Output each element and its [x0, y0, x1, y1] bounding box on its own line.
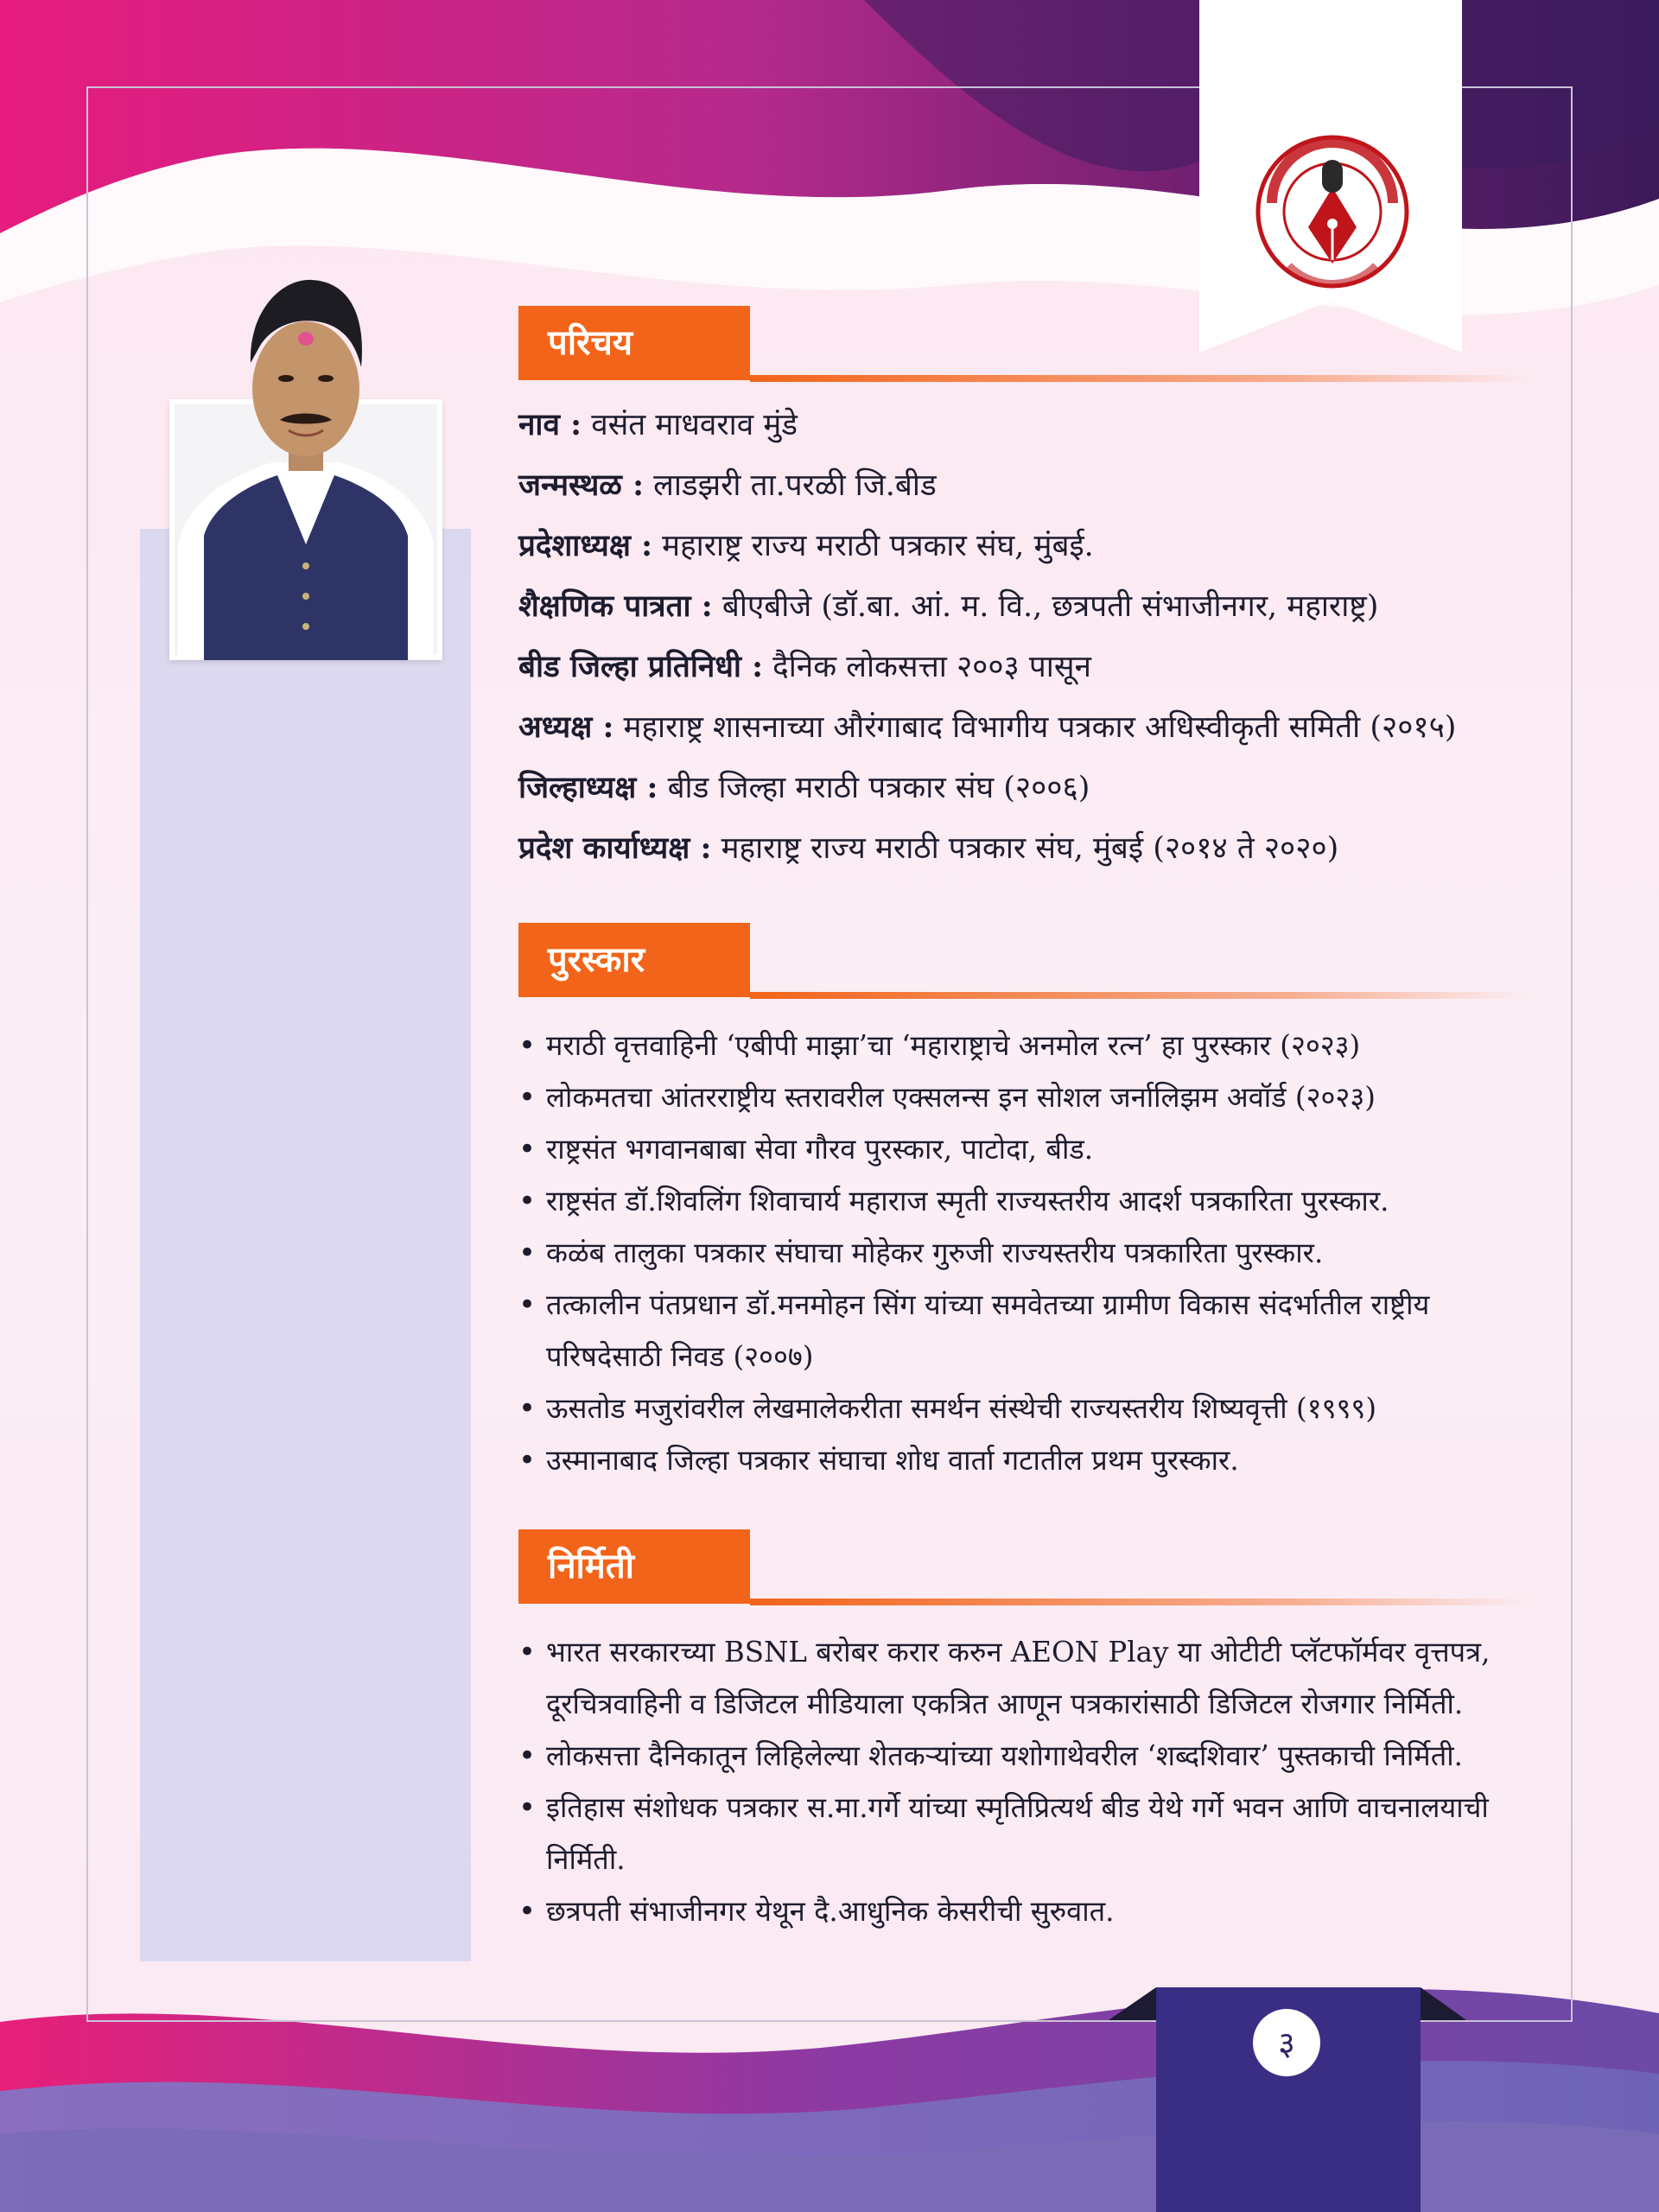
list-item: • उस्मानाबाद जिल्हा पत्रकार संघाचा शोध वार्ता गटातील प्रथम पुरस्कार.	[518, 1434, 1538, 1486]
list-item: • मराठी वृत्तवाहिनी ‘एबीपी माझा’चा ‘महाराष्ट्राचे अनमोल रत्न’ हा पुरस्कार (२०२३)	[518, 1020, 1538, 1071]
info-row-education	[518, 588, 1378, 626]
section-title: परिचय	[548, 322, 633, 363]
info-value: लाडझरी ता.परळी जि.बीड	[644, 468, 937, 503]
microphone-pen-seal-logo	[1255, 134, 1410, 289]
list-item: • ऊसतोड मजुरांवरील लेखमालेकरीता समर्थन संस्थेची राज्यस्तरीय शिष्यवृत्ती (१९९९)	[518, 1382, 1538, 1434]
info-label: शैक्षणिक पात्रता :	[518, 588, 713, 624]
info-row-district-representative	[518, 648, 1091, 686]
info-value: वसंत माधवराव मुंडे	[582, 408, 798, 442]
section-underline	[750, 992, 1528, 999]
list-item: • लोकसत्ता दैनिकातून लिहिलेल्या शेतकऱ्यांच्या यशोगाथेवरील ‘शब्दशिवार’ पुस्तकाची निर्मिती.	[518, 1730, 1538, 1782]
info-row-birthplace	[518, 467, 937, 505]
info-label: जन्मस्थळ :	[518, 467, 645, 503]
info-value: महाराष्ट्र राज्य मराठी पत्रकार संघ, मुंबई.	[652, 529, 1094, 563]
info-label: अध्यक्ष :	[518, 709, 614, 745]
list-item: • राष्ट्रसंत डॉ.शिवलिंग शिवाचार्य महाराज स्मृती राज्यस्तरीय आदर्श पत्रकारिता पुरस्कार.	[518, 1175, 1538, 1227]
info-label: बीड जिल्हा प्रतिनिधी :	[518, 649, 764, 684]
info-row-working-president	[518, 830, 1338, 868]
section-title: निर्मिती	[548, 1546, 634, 1586]
info-value: बीड जिल्हा मराठी पत्रकार संघ (२००६)	[658, 771, 1090, 805]
list-item: • इतिहास संशोधक पत्रकार स.मा.गर्गे यांच्या स्मृतिप्रित्यर्थ बीड येथे गर्गे भवन आणि वाचनालयाची निर्मिती.	[518, 1782, 1538, 1885]
info-value: महाराष्ट्र राज्य मराठी पत्रकार संघ, मुंबई (२०१४ ते २०२०)	[711, 831, 1339, 866]
awards-list	[518, 1020, 1538, 1486]
section-header-awards	[518, 923, 1521, 1001]
page-number: ३	[1253, 2009, 1320, 2076]
section-header-creation	[518, 1529, 1521, 1607]
list-item: • कळंब तालुका पत्रकार संघाचा मोहेकर गुरुजी राज्यस्तरीय पत्रकारिता पुरस्कार.	[518, 1227, 1538, 1279]
info-label: प्रदेश कार्याध्यक्ष :	[518, 830, 712, 866]
section-underline	[750, 375, 1528, 382]
list-item: • राष्ट्रसंत भगवानबाबा सेवा गौरव पुरस्कार, पाटोदा, बीड.	[518, 1123, 1538, 1175]
portrait-photo	[169, 259, 442, 660]
info-label: प्रदेशाध्यक्ष :	[518, 528, 653, 563]
info-value: महाराष्ट्र शासनाच्या औरंगाबाद विभागीय पत्रकार अधिस्वीकृती समिती (२०१५)	[613, 710, 1457, 745]
list-item: • तत्कालीन पंतप्रधान डॉ.मनमोहन सिंग यांच्या समवेतच्या ग्रामीण विकास संदर्भातील राष्ट्रीय परिषदेसाठी निवड (२००७)	[518, 1279, 1538, 1382]
section-underline	[750, 1599, 1528, 1605]
info-row-state-president	[518, 527, 1094, 565]
section-title: पुरस्कार	[548, 939, 645, 980]
creation-list	[518, 1626, 1538, 1937]
info-row-name	[518, 406, 798, 444]
list-item: • छत्रपती संभाजीनगर येथून दै.आधुनिक केसरीची सुरुवात.	[518, 1885, 1538, 1937]
info-label: नाव :	[518, 407, 582, 442]
info-label: जिल्हाध्यक्ष :	[518, 770, 658, 805]
list-item: • लोकमतचा आंतरराष्ट्रीय स्तरावरील एक्सलन्स इन सोशल जर्नालिझम अवॉर्ड (२०२३)	[518, 1071, 1538, 1123]
list-item: • भारत सरकारच्या BSNL बरोबर करार करुन AEON Play या ओटीटी प्लॅटफॉर्मवर वृत्तपत्र, दूरचित्रवाहिनी व डिजिटल मीडियाला एकत्रित आणून पत्रकारांसाठी डिजिटल रोजगार निर्मिती.	[518, 1626, 1538, 1730]
info-row-district-president	[518, 769, 1090, 807]
section-header-intro	[518, 306, 1521, 384]
info-value: दैनिक लोकसत्ता २००३ पासून	[763, 650, 1091, 684]
sidebar-panel	[140, 529, 471, 1961]
info-value: बीएबीजे (डॉ.बा. आं. म. वि., छत्रपती संभाजीनगर, महाराष्ट्र)	[712, 589, 1379, 624]
info-row-chairman	[518, 709, 1456, 747]
